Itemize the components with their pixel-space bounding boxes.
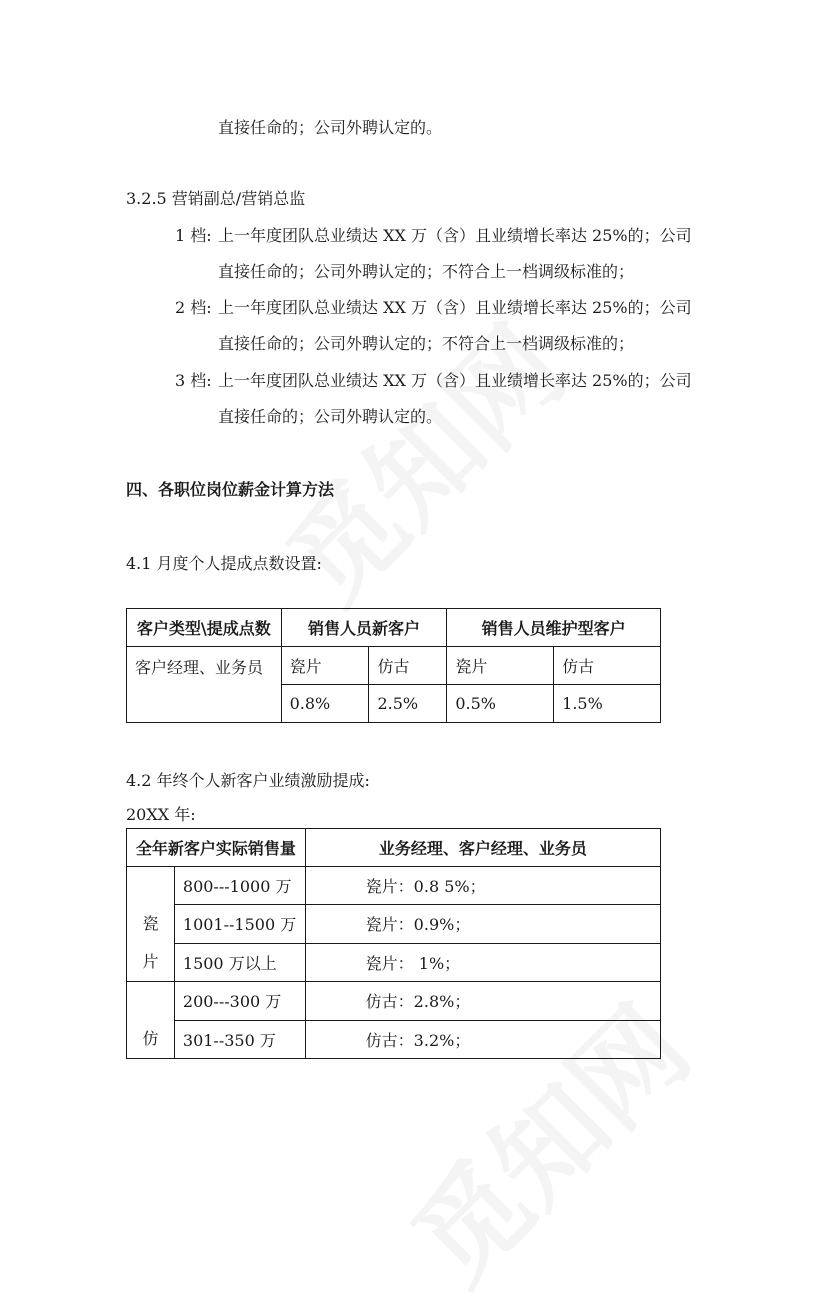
group-label-char: 瓷 — [142, 914, 159, 933]
level-3-line1: 上一年度团队总业绩达 XX 万（含）且业绩增长率达 25%的；公司 — [218, 371, 692, 390]
sub-header-cell: 仿古 — [369, 647, 447, 685]
rate-cell: 仿古：3.2%； — [305, 1020, 660, 1059]
section-4-2-heading: 4.2 年终个人新客户业绩激励提成: — [126, 771, 370, 790]
group-label-char: 仿 — [142, 1029, 159, 1048]
value-cell: 0.5% — [447, 685, 554, 723]
sub-header-cell: 瓷片 — [447, 647, 554, 685]
range-cell: 200---300 万 — [174, 982, 305, 1021]
level-3-label: 3 档: — [175, 371, 212, 390]
range-cell: 301--350 万 — [174, 1020, 305, 1059]
range-cell: 800---1000 万 — [174, 867, 305, 905]
rate-cell: 仿古：2.8%； — [305, 982, 660, 1021]
value-cell: 2.5% — [369, 685, 447, 723]
table-header-cell: 客户类型\提成点数 — [127, 609, 282, 647]
monthly-commission-table — [126, 608, 661, 723]
level-2-line2: 直接任命的；公司外聘认定的；不符合上一档调级标准的； — [218, 334, 635, 353]
group-label-char: 片 — [142, 952, 159, 971]
year-label: 20XX 年: — [126, 805, 196, 824]
section-3-2-5-heading: 3.2.5 营销副总/营销总监 — [126, 189, 306, 208]
group-label-cell — [127, 867, 175, 982]
sub-header-cell: 瓷片 — [281, 647, 369, 685]
group-label-char — [127, 982, 174, 1020]
value-cell: 0.8% — [281, 685, 369, 723]
section-4-heading: 四、各职位岗位薪金计算方法 — [126, 480, 335, 499]
sub-header-cell: 仿古 — [554, 647, 661, 685]
level-1-line1: 上一年度团队总业绩达 XX 万（含）且业绩增长率达 25%的；公司 — [218, 226, 692, 245]
rate-cell: 瓷片：0.9%； — [305, 905, 660, 943]
level-2-line1: 上一年度团队总业绩达 XX 万（含）且业绩增长率达 25%的；公司 — [218, 298, 692, 317]
section-4-1-heading: 4.1 月度个人提成点数设置: — [126, 554, 322, 573]
level-1-label: 1 档: — [175, 226, 212, 245]
intro-line: 直接任命的；公司外聘认定的。 — [218, 118, 443, 137]
annual-incentive-table — [126, 828, 661, 1059]
level-1-line2: 直接任命的；公司外聘认定的；不符合上一档调级标准的； — [218, 262, 635, 281]
table-header-cell: 全年新客户实际销售量 — [127, 829, 306, 867]
level-3-line2: 直接任命的；公司外聘认定的。 — [218, 407, 443, 426]
level-2-label: 2 档: — [175, 298, 212, 317]
group-label-cell — [127, 982, 175, 1059]
range-cell: 1500 万以上 — [174, 943, 305, 981]
table-header-cell: 业务经理、客户经理、业务员 — [305, 829, 660, 867]
rate-cell: 瓷片： 1%； — [305, 943, 660, 981]
range-cell: 1001--1500 万 — [174, 905, 305, 943]
row-label-cell: 客户经理、业务员 — [127, 647, 282, 723]
rate-cell: 瓷片：0.8 5%； — [305, 867, 660, 905]
value-cell: 1.5% — [554, 685, 661, 723]
table-header-cell: 销售人员新客户 — [281, 609, 447, 647]
table-header-cell: 销售人员维护型客户 — [447, 609, 661, 647]
